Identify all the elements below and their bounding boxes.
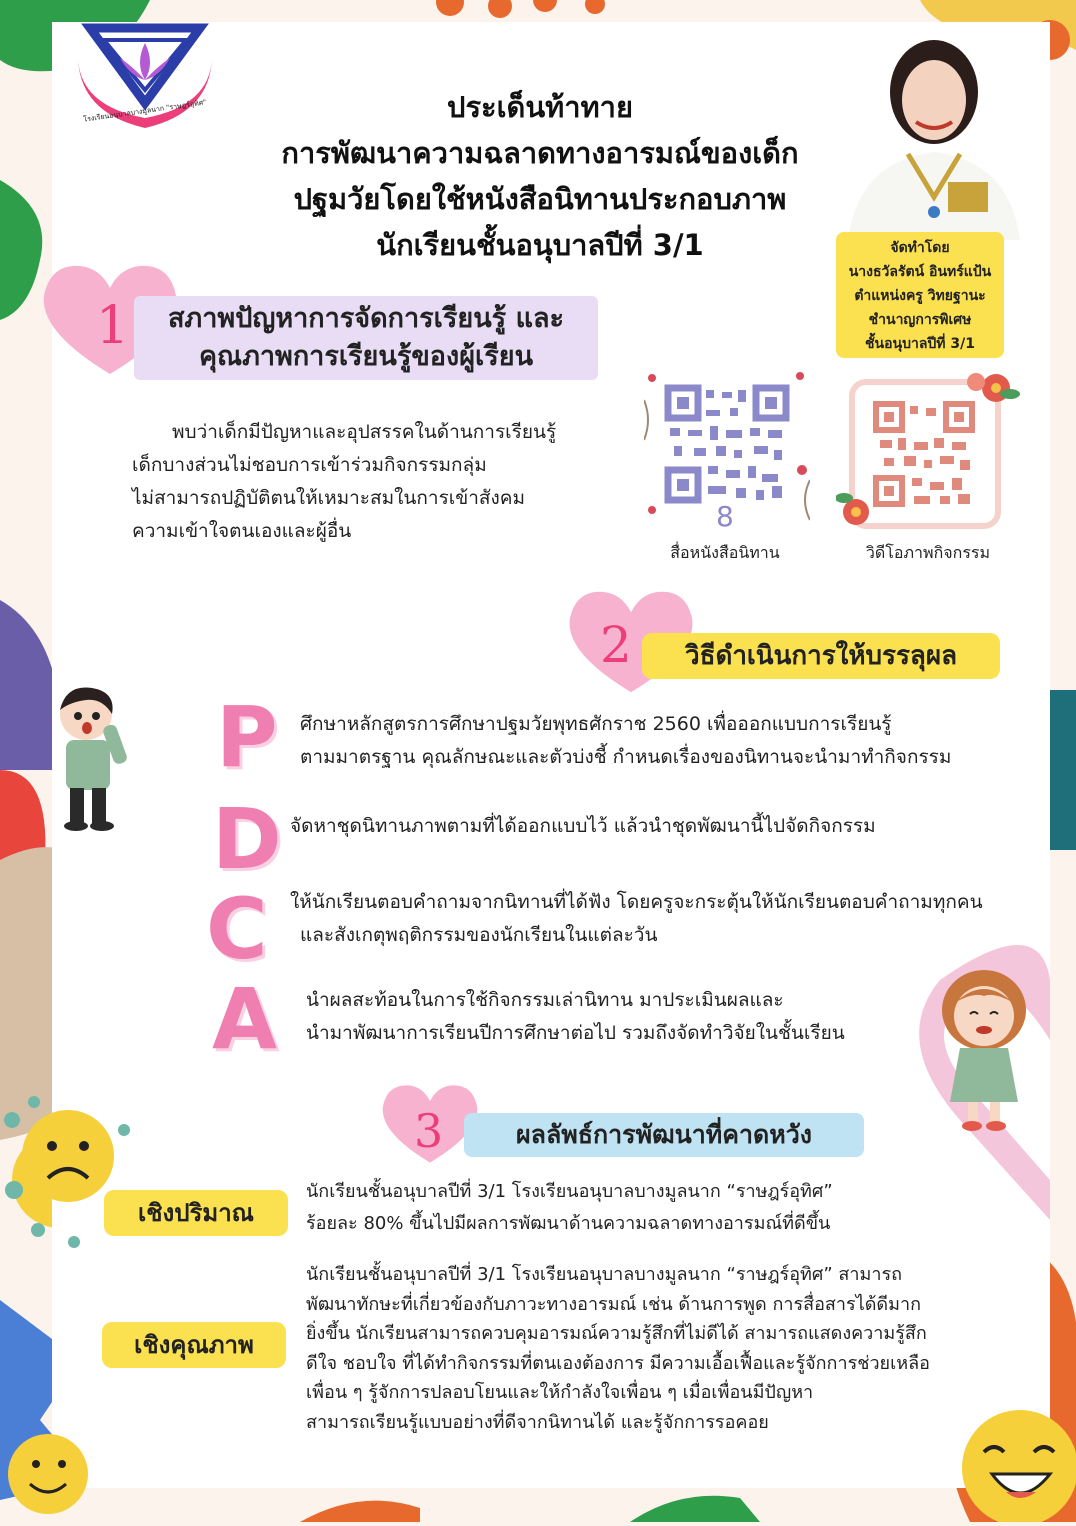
qualitative-line-2: พัฒนาทักษะที่เกี่ยวข้องกับภาวะทางอารมณ์ เช่น ด้านการพูด การสื่อสารได้ดีมาก [306,1293,921,1315]
pdca-letter-a: A [212,970,278,1068]
section1-body [132,416,612,548]
title-line-3: ปฐมวัยโดยใช้หนังสือนิทานประกอบภาพ [293,182,787,216]
author-line-1: จัดทำโดย [890,240,950,256]
pdca-step-d-text [290,810,1030,843]
laughing-face-icon-right [940,1396,1076,1522]
qr-caption-video: วิดีโอภาพกิจกรรม [865,543,991,562]
quantitative-line-1: นักเรียนชั้นอนุบาลปีที่ 3/1 โรงเรียนอนุบาลบางมูลนาก “ราษฎร์อุทิศ” [306,1181,833,1202]
pdca-letter-c: C [206,880,268,978]
quantitative-text [306,1176,946,1240]
qualitative-text [306,1260,970,1437]
section1-body-line-2: เด็กบางส่วนไม่ชอบการเข้าร่วมกิจกรรมกลุ่ม [132,454,487,476]
pdca-step-a-line-2: นำมาพัฒนาการเรียนปีการศึกษาต่อไป รวมถึงจัดทำวิจัยในชั้นเรียน [306,1022,845,1044]
qualitative-label: เชิงคุณภาพ [102,1322,286,1368]
pdca-step-p-text [300,708,1040,774]
pdca-step-c-text [290,886,1046,952]
qr-code-storybook[interactable] [644,370,810,530]
logo-text: โรงเรียนอนุบาลบางมูลนาก "ราษฎร์อุทิศ" [82,98,207,124]
pdca-letter-p: P [216,688,278,786]
bg-decoration-right-mid [1050,690,1076,850]
girl-illustration [934,962,1034,1132]
boy-illustration [46,684,136,834]
author-box [836,232,1004,358]
author-line-5: ชั้นอนุบาลปีที่ 3/1 [865,336,975,352]
author-line-4: ชำนาญการพิเศษ [868,312,972,328]
qualitative-line-5: เพื่อน ๆ รู้จักการปลอบโยนและให้กำลังใจเพื่อน ๆ เมื่อเพื่อนมีปัญหา [306,1382,814,1403]
svg-text:8: 8 [716,500,734,530]
pdca-step-c-line-2: และสังเกตุพฤติกรรมของนักเรียนในแต่ละวัน [300,924,658,946]
qualitative-line-6: สามารถเรียนรู้แบบอย่างที่ดีจากนิทานได้ และรู้จักการรอคอย [306,1411,769,1433]
quantitative-label: เชิงปริมาณ [104,1190,288,1236]
section3-heading: ผลลัพธ์การพัฒนาที่คาดหวัง [464,1113,864,1157]
pdca-step-c-line-1: ให้นักเรียนตอบคำถามจากนิทานที่ได้ฟัง โดยครูจะกระตุ้นให้นักเรียนตอบคำถามทุกคน [290,891,983,913]
qr-caption-storybook: สื่อหนังสือนิทาน [670,543,780,562]
pdca-step-d-line-1: จัดหาชุดนิทานภาพตามที่ได้ออกแบบไว้ แล้วนำชุดพัฒนานี้ไปจัดกิจกรรม [290,815,876,837]
title-line-4: นักเรียนชั้นอนุบาลปีที่ 3/1 [376,228,704,262]
qr-code-video[interactable] [836,372,1022,530]
section2-heading: วิธีดำเนินการให้บรรลุผล [642,633,1000,679]
school-logo [60,18,230,133]
title-line-1: ประเด็นท้าทาย [447,90,633,124]
author-line-2: นางธวัลรัตน์ อินทร์แป้น [848,264,992,280]
section1-heading-line-1: สภาพปัญหาการจัดการเรียนรู้ และ [167,303,565,334]
author-line-3: ตำแหน่งครู วิทยฐานะ [854,288,986,304]
teacher-photo [838,22,1030,240]
pdca-step-a-text [306,984,946,1050]
pdca-step-p-line-2: ตามมาตรฐาน คุณลักษณะและตัวบ่งชี้ กำหนดเรื่องของนิทานจะนำมาทำกิจกรรม [300,746,952,768]
section1-heading-line-2: คุณภาพการเรียนรู้ของผู้เรียน [198,341,534,372]
section1-number: 1 [96,296,130,356]
qualitative-line-3: ยิ่งขึ้น นักเรียนสามารถควบคุมอารมณ์ความรู้สึกที่ไม่ดีได้ สามารถแสดงความรู้สึก [306,1323,927,1344]
section1-body-line-3: ไม่สามารถปฏิบัติตนให้เหมาะสมในการเข้าสังคม [132,487,526,509]
section3-number: 3 [414,1104,444,1158]
quantitative-line-2: ร้อยละ 80% ขึ้นไปมีผลการพัฒนาด้านความฉลาดทางอารมณ์ที่ดีขึ้น [306,1213,831,1234]
section2-number: 2 [600,616,632,674]
qualitative-line-1: นักเรียนชั้นอนุบาลปีที่ 3/1 โรงเรียนอนุบาลบางมูลนาก “ราษฎร์อุทิศ” สามารถ [306,1264,903,1285]
pdca-step-a-line-1: นำผลสะท้อนในการใช้กิจกรรมเล่านิทาน มาประเมินผลและ [306,989,784,1011]
title-line-2: การพัฒนาความฉลาดทางอารมณ์ของเด็ก [281,136,799,170]
section1-body-line-4: ความเข้าใจตนเองและผู้อื่น [132,520,352,542]
section1-body-line-1: พบว่าเด็กมีปัญหาและอุปสรรคในด้านการเรียนรู้ [172,421,557,443]
bg-decoration-top-orange [420,0,660,24]
pdca-letter-d: D [212,790,282,888]
section1-heading [134,296,598,380]
smiling-face-icon-left [0,1400,110,1522]
pdca-step-p-line-1: ศึกษาหลักสูตรการศึกษาปฐมวัยพุทธศักราช 2560 เพื่อออกแบบการเรียนรู้ [300,713,892,735]
bg-decoration-bottom [300,1488,760,1522]
qualitative-line-4: ดีใจ ชอบใจ ที่ได้ทำกิจกรรมที่ตนเองต้องการ มีความเอื้อเฟื้อและรู้จักการช่วยเหลือ [306,1352,930,1374]
